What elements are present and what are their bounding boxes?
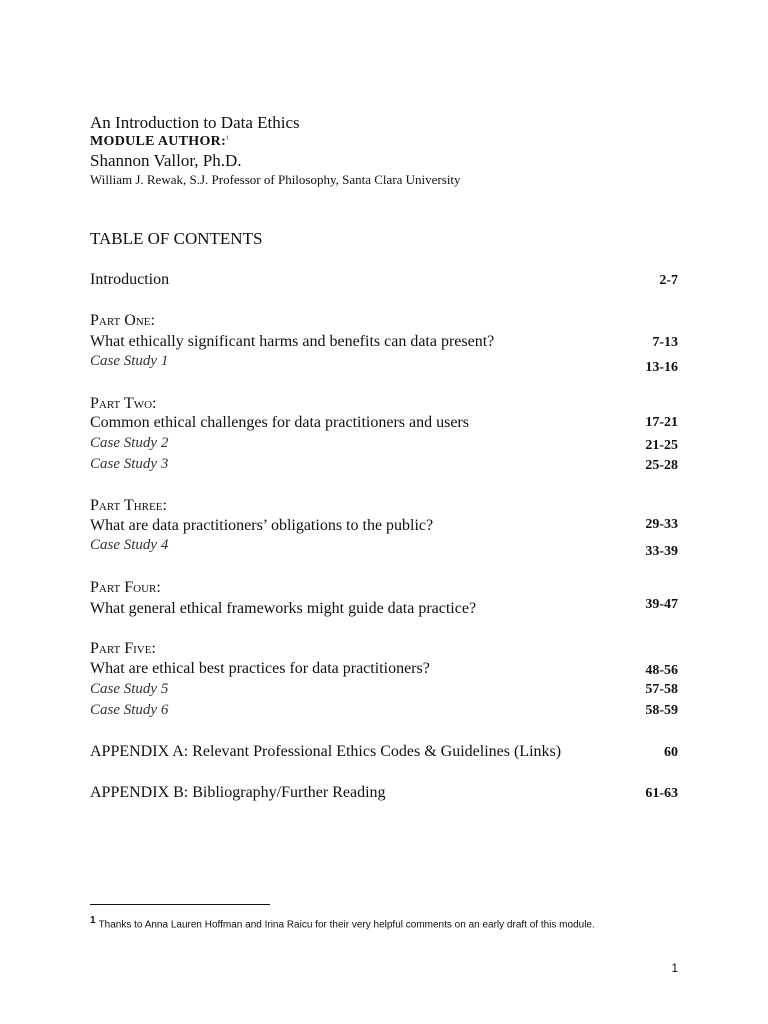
toc-entry-pages: 61-63 (645, 786, 678, 801)
toc-part-title-text: Part Three: (90, 497, 167, 514)
footnote-number: 1 (90, 915, 96, 926)
author-footnote-mark: 1 (226, 135, 230, 142)
toc-entry-label: Case Study 5 (90, 681, 169, 697)
toc-entry-label: Introduction (90, 271, 170, 288)
toc-entry-label: Case Study 6 (90, 702, 169, 718)
toc-entry-label: What are data practitioners’ obligations to the public? (90, 517, 434, 534)
footnote-divider (90, 904, 270, 905)
toc-entry-pages: 39-47 (645, 597, 678, 612)
toc-entry-pages: 33-39 (645, 544, 678, 559)
document-title: An Introduction to Data Ethics (90, 113, 300, 132)
toc-entry-pages: 60 (664, 745, 678, 760)
module-author-label (90, 134, 229, 150)
toc-part-title-text: Part Five: (90, 640, 156, 657)
toc-part-title-text: Part Two: (90, 395, 157, 412)
toc-entry-pages: 13-16 (645, 360, 678, 375)
toc-entry-label: Case Study 2 (90, 435, 169, 451)
toc-entry-label: Case Study 3 (90, 456, 169, 472)
module-author-label-text: MODULE AUTHOR: (90, 134, 227, 149)
author-name: Shannon Vallor, Ph.D. (90, 151, 242, 170)
toc-entry-pages: 58-59 (645, 703, 678, 718)
toc-part-title-text: Part Four: (90, 579, 161, 596)
toc-entry-label: What general ethical frameworks might guide data practice? (90, 600, 477, 617)
toc-entry-pages: 25-28 (645, 458, 678, 473)
toc-entry-pages: 17-21 (645, 415, 678, 430)
toc-entry-pages: 21-25 (645, 438, 678, 453)
toc-entry-pages: 48-56 (645, 663, 678, 678)
toc-heading: TABLE OF CONTENTS (90, 229, 263, 248)
toc-entry-label: What ethically significant harms and benefits can data present? (90, 333, 495, 350)
footnote-text: Thanks to Anna Lauren Hoffman and Irina Raicu for their very helpful comments on an early draft of this module. (98, 919, 595, 931)
footnote (90, 915, 595, 930)
toc-entry-label: APPENDIX B: Bibliography/Further Reading (90, 784, 386, 801)
toc-entry-pages: 57-58 (645, 682, 678, 697)
toc-entry-label: What are ethical best practices for data practitioners? (90, 660, 430, 677)
toc-entry-label: Common ethical challenges for data practitioners and users (90, 414, 469, 431)
toc-entry-pages: 7-13 (652, 335, 678, 350)
toc-entry-label: Case Study 4 (90, 537, 169, 553)
toc-entry-pages: 2-7 (659, 273, 678, 288)
page-number: 1 (671, 961, 678, 975)
author-affiliation: William J. Rewak, S.J. Professor of Philosophy, Santa Clara University (90, 172, 461, 187)
toc-entry-pages: 29-33 (645, 517, 678, 532)
toc-entry-label: APPENDIX A: Relevant Professional Ethics Codes & Guidelines (Links) (90, 743, 562, 760)
toc-part-title-text: Part One: (90, 312, 155, 329)
toc-entry-label: Case Study 1 (90, 353, 169, 369)
